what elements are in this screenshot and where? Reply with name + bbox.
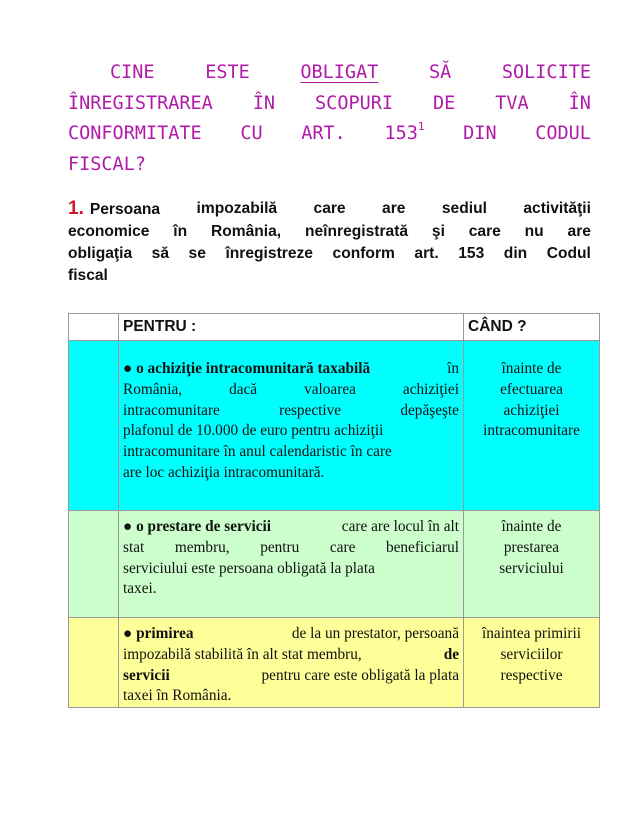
intro-word: înregistreze bbox=[225, 245, 313, 262]
text-word: depăşeşte bbox=[400, 401, 459, 419]
when-line: prestarea bbox=[503, 538, 560, 556]
heading-word: DE bbox=[433, 92, 456, 114]
condition-cell bbox=[119, 341, 464, 511]
text-word: plafonul de 10.000 de euro pentru achiziţii bbox=[123, 422, 384, 440]
table-row bbox=[69, 511, 600, 618]
intro-word: impozabilă bbox=[196, 200, 278, 217]
text-word: în bbox=[447, 360, 459, 377]
intro-word: art. bbox=[414, 245, 439, 262]
text-line bbox=[123, 538, 459, 559]
text-word: dacă bbox=[229, 380, 258, 398]
text-line bbox=[123, 380, 459, 401]
bold-phrase: ● o prestare de servicii bbox=[123, 518, 272, 535]
heading-word: ÎN bbox=[252, 92, 276, 114]
when-cell bbox=[464, 511, 600, 618]
intro-word: Persoana bbox=[89, 201, 161, 218]
intro-word: 153 bbox=[458, 245, 485, 262]
text-word: care are locul în alt bbox=[341, 518, 459, 535]
text-word: taxei în România. bbox=[123, 687, 232, 705]
text-line bbox=[123, 463, 459, 484]
text-word: stat bbox=[123, 538, 145, 556]
text-line bbox=[123, 442, 459, 463]
text-line bbox=[123, 666, 459, 687]
intro-word: neînregistrată bbox=[304, 223, 409, 240]
intro-word: şi bbox=[431, 223, 445, 240]
intro-line-3 bbox=[68, 243, 591, 265]
text-word: respective bbox=[279, 401, 342, 419]
heading-word: ESTE bbox=[205, 62, 250, 83]
intro-line-4 bbox=[68, 265, 591, 287]
text-line bbox=[123, 359, 459, 380]
heading-word: ÎN bbox=[568, 92, 591, 114]
intro-word: are bbox=[382, 200, 406, 217]
section-number: 1. bbox=[68, 198, 84, 219]
table-row bbox=[69, 341, 600, 511]
intro-word: obligaţia bbox=[68, 245, 133, 262]
text-word: achiziţiei bbox=[402, 380, 459, 398]
intro-line-1 bbox=[68, 198, 591, 221]
intro-word: se bbox=[188, 245, 206, 262]
text-word: care bbox=[329, 538, 356, 556]
intro-word: conform bbox=[332, 245, 395, 262]
when-line: achiziţiei bbox=[503, 401, 560, 419]
heading-word: ART. bbox=[301, 123, 346, 144]
intro-lead bbox=[68, 198, 160, 221]
heading-word: SCOPURI bbox=[315, 92, 394, 114]
text-word: pentru bbox=[260, 538, 300, 556]
when-line: respective bbox=[500, 666, 563, 684]
text-word: România, bbox=[123, 380, 183, 398]
heading-word: CODUL bbox=[535, 123, 591, 144]
text-line bbox=[123, 401, 459, 422]
intro-word: Codul bbox=[546, 245, 591, 262]
text-line bbox=[123, 559, 459, 580]
bold-phrase: ● primirea bbox=[123, 625, 194, 642]
text-line bbox=[123, 624, 459, 645]
text-line bbox=[123, 686, 459, 707]
intro-word: activităţii bbox=[523, 200, 591, 217]
text-word: membru, bbox=[174, 538, 230, 556]
heading-line-4 bbox=[68, 150, 591, 181]
header-cell-for bbox=[119, 314, 464, 341]
empty-cell bbox=[69, 314, 119, 341]
heading-word: SĂ bbox=[428, 62, 452, 83]
intro-word: care bbox=[468, 223, 501, 240]
heading-word: TVA bbox=[495, 92, 529, 114]
text-word: valoarea bbox=[304, 380, 356, 398]
heading-line-2 bbox=[68, 89, 591, 120]
heading-word: CU bbox=[240, 123, 263, 144]
condition-cell bbox=[119, 511, 464, 618]
header-label: PENTRU : bbox=[123, 318, 197, 335]
when-line: efectuarea bbox=[500, 380, 563, 398]
empty-cell bbox=[69, 341, 119, 511]
heading-word: ÎNREGISTRAREA bbox=[68, 92, 213, 114]
intro-word: are bbox=[567, 223, 591, 240]
intro-word: în bbox=[173, 223, 188, 240]
intro-line-2 bbox=[68, 221, 591, 243]
when-line: serviciilor bbox=[500, 645, 563, 663]
heading-word: FISCAL? bbox=[68, 153, 146, 175]
article-superscript: 1 bbox=[417, 120, 425, 133]
header-cell-when bbox=[464, 314, 600, 341]
text-line bbox=[123, 579, 459, 600]
text-word: serviciului este persoana obligată la plata bbox=[123, 559, 375, 577]
heading-word: CINE bbox=[110, 62, 155, 83]
heading-line-3 bbox=[68, 119, 591, 150]
text-word: pentru care este obligată la plata bbox=[261, 666, 459, 684]
table-header-row bbox=[69, 314, 600, 341]
text-word: de la un prestator, persoană bbox=[291, 625, 459, 642]
when-line: înainte de bbox=[501, 360, 562, 377]
intro-paragraph bbox=[68, 198, 591, 287]
bold-phrase: servicii bbox=[123, 666, 170, 684]
text-word: intracomunitare bbox=[123, 401, 220, 419]
heading-word: DIN bbox=[463, 123, 497, 144]
when-line: serviciului bbox=[499, 559, 564, 577]
registration-table bbox=[68, 313, 600, 708]
text-line bbox=[123, 421, 459, 442]
header-label: CÂND ? bbox=[468, 318, 527, 335]
bold-phrase: de bbox=[443, 645, 459, 663]
heading-article bbox=[384, 119, 424, 150]
text-word: beneficiarul bbox=[385, 538, 459, 556]
when-cell bbox=[464, 341, 600, 511]
page-heading bbox=[68, 58, 591, 180]
heading-word: CONFORMITATE bbox=[68, 123, 202, 144]
bold-phrase: ● o achiziţie intracomunitară taxabilă bbox=[123, 360, 371, 377]
when-cell bbox=[464, 618, 600, 708]
text-word: intracomunitare în anul calendaristic în care bbox=[123, 443, 392, 461]
intro-word: din bbox=[503, 245, 528, 262]
intro-word: nu bbox=[524, 223, 544, 240]
text-word: are loc achiziţia intracomunitară. bbox=[123, 463, 325, 481]
intro-word: sediul bbox=[441, 200, 487, 217]
text-line bbox=[123, 517, 459, 538]
heading-line-1 bbox=[68, 58, 591, 89]
intro-word: economice bbox=[68, 223, 150, 240]
intro-word: fiscal bbox=[68, 267, 108, 284]
empty-cell bbox=[69, 618, 119, 708]
article-number: 153 bbox=[384, 123, 418, 144]
intro-word: să bbox=[151, 245, 170, 262]
empty-cell bbox=[69, 511, 119, 618]
condition-cell bbox=[119, 618, 464, 708]
text-word: taxei. bbox=[123, 580, 157, 598]
text-word: impozabilă stabilită în alt stat membru, bbox=[123, 645, 362, 663]
table-row bbox=[69, 618, 600, 708]
when-line: înainte de bbox=[501, 518, 562, 535]
when-line: intracomunitare bbox=[483, 422, 580, 440]
heading-word: SOLICITE bbox=[501, 62, 591, 83]
text-line bbox=[123, 645, 459, 666]
intro-word: România, bbox=[210, 223, 282, 240]
heading-underlined-word: OBLIGAT bbox=[300, 62, 379, 83]
when-line: înaintea primirii bbox=[482, 625, 581, 642]
intro-word: care bbox=[313, 200, 346, 217]
